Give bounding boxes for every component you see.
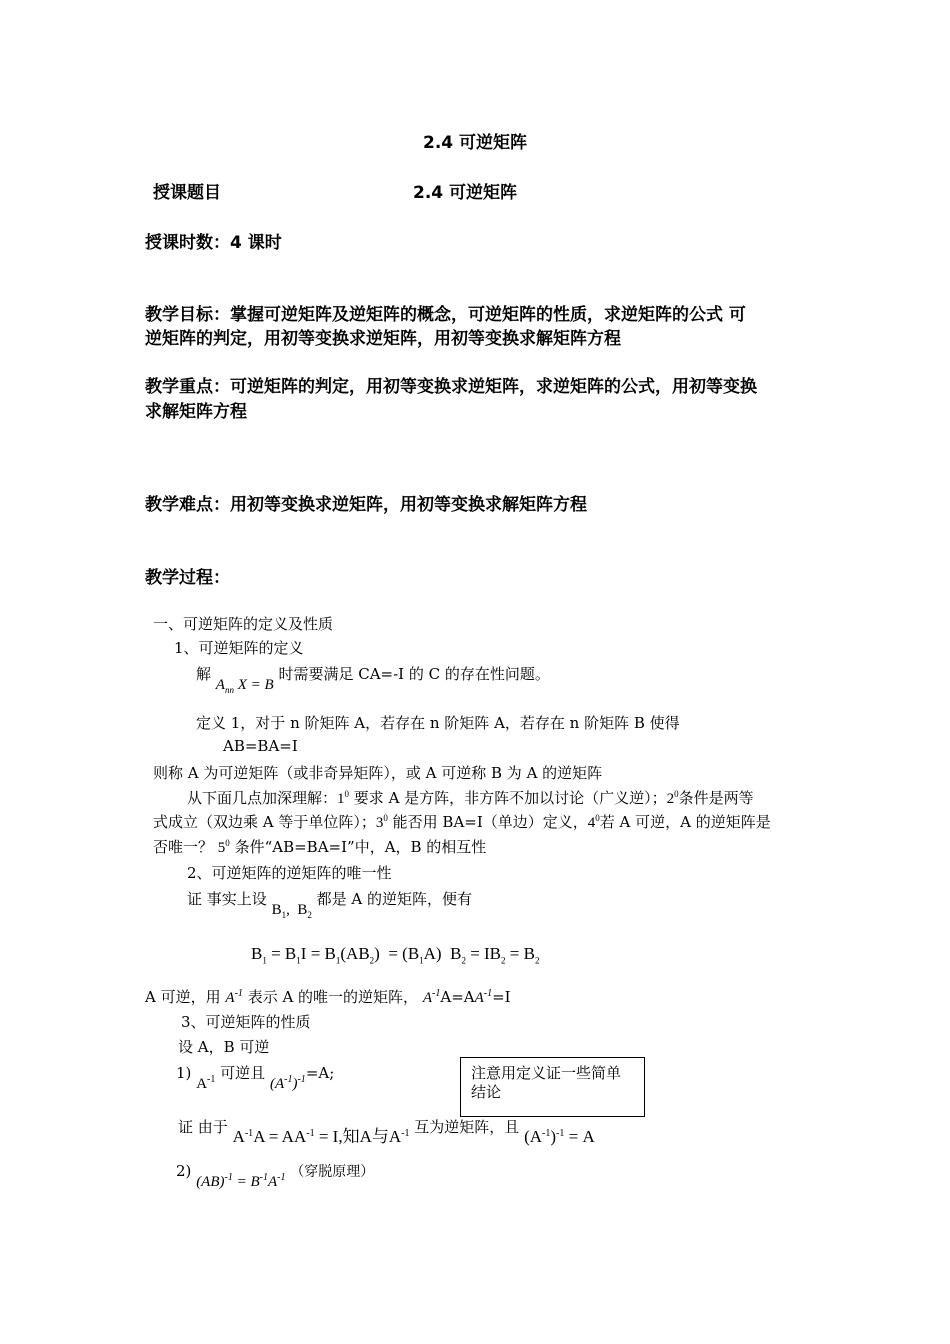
b1-b2: $B_1$, $B_2$ [271, 902, 312, 920]
difficulty-line: 教学难点：用初等变换求逆矩阵，用初等变换求解矩阵方程 [145, 495, 587, 515]
proof-prefix: 证 事实上设 [187, 890, 267, 908]
point-2: 条件是两等 [678, 789, 754, 807]
proof-2-prefix: 证 由于 [178, 1118, 228, 1136]
key-points-line-2: 求解矩阵方程 [145, 402, 247, 422]
point-5: 条件“AB=BA=I”中，A，B 的相互性 [234, 838, 487, 856]
goal-line-1: 教学目标：掌握可逆矩阵及逆矩阵的概念，可逆矩阵的性质，求逆矩阵的公式 可 [145, 305, 746, 325]
unique-b: 表示 A 的唯一的逆矩阵， [247, 988, 419, 1006]
proof-2-mid: 互为逆矩阵，且 [414, 1118, 520, 1136]
property-2-number: 2) [176, 1162, 192, 1180]
point-4: 若 A 可逆，A 的逆矩阵是 [599, 813, 771, 831]
property-1-text: 可逆且 [220, 1064, 266, 1082]
assume-line: 设 A，B 可逆 [178, 1038, 270, 1056]
a-inverse-symbol-2: $A^{-1}$ [422, 988, 441, 1006]
property-2 [176, 1161, 375, 1190]
proof-line [187, 888, 472, 920]
unique-c: A=A [440, 988, 475, 1006]
process-heading: 教学过程： [145, 568, 230, 588]
subsection-1-heading: 1、可逆矩阵的定义 [174, 639, 304, 657]
goal-line-2: 逆矩阵的判定，用初等变换求逆矩阵，用初等变换求解矩阵方程 [145, 329, 621, 349]
a-inverse-term: $A^{-1}$ [196, 1074, 216, 1092]
note-box: 注意用定义证一些简单结论 [460, 1057, 645, 1117]
solve-suffix: 时需要满足 CA=-I 的 C 的存在性问题。 [278, 665, 550, 683]
point-4-cont: 否唯一？ [153, 838, 214, 856]
unique-inverse-line [145, 986, 511, 1007]
a-inverse-symbol-3: $A^{-1}$ [474, 988, 493, 1006]
definition-1-result: 则称 A 为可逆矩阵（或非奇异矩阵），或 A 可逆称 B 为 A 的逆矩阵 [153, 764, 603, 782]
ab-equals-ba-equals-i: AB=BA=I [223, 737, 298, 755]
property-1 [176, 1062, 335, 1092]
property-1-eq: =A; [305, 1064, 335, 1082]
proof-2-result: $(A^{-1})^{-1} = A$ [524, 1127, 595, 1146]
product-inverse-equation: $(AB)^{-1} = B^{-1}A^{-1}$ [196, 1172, 286, 1190]
proof-2-equation: $A^{-1}A = AA^{-1} = I$,知A与$A^{-1}$ [232, 1127, 410, 1146]
point-3: 能否用 BA=I（单边）定义， [392, 813, 588, 831]
equation-anx-b: $A_{nn}$ X = B [215, 677, 274, 695]
solve-prefix: 解 [196, 665, 212, 683]
deepen-line-1: 从下面几点加深理解：$1^0$ 要求 A 是方阵，非方阵不加以讨论（广义逆）；$2^0$条件是两等 [187, 789, 754, 807]
course-topic-label: 授课题目 [153, 183, 221, 203]
property-1-number: 1) [176, 1064, 192, 1082]
subsection-2-heading: 2、可逆矩阵的逆矩阵的唯一性 [187, 864, 392, 882]
proof-suffix: 都是 A 的逆矩阵，便有 [316, 890, 472, 908]
deepen-line-3: 否唯一？ $5^0$ 条件“AB=BA=I”中，A，B 的相互性 [153, 838, 487, 856]
doc-title: 2.4 可逆矩阵 [423, 133, 528, 153]
solve-line [196, 663, 550, 695]
course-topic-value: 2.4 可逆矩阵 [413, 183, 518, 203]
uniqueness-equation: $B_1 = B_1I = B_1(AB_2) = (B_1A) B_2 = IB_2 = B_2$ [251, 944, 540, 966]
unique-a: A 可逆，用 [145, 988, 221, 1006]
hours-line: 授课时数：4 课时 [145, 233, 282, 253]
deepen-line-2: 式成立（双边乘 A 等于单位阵）；$3^0$ 能否用 BA=I（单边）定义，$4^0$若 A 可逆，A 的逆矩阵是 [153, 813, 771, 831]
section-1-heading: 一、可逆矩阵的定义及性质 [153, 615, 334, 633]
key-points-line-1: 教学重点：可逆矩阵的判定，用初等变换求逆矩阵，求逆矩阵的公式，用初等变换 [145, 377, 757, 397]
property-2-note: （穿脱原理） [290, 1164, 375, 1180]
point-1: 要求 A 是方阵，非方阵不加以讨论（广义逆）； [353, 789, 667, 807]
subsection-3-heading: 3、可逆矩阵的性质 [181, 1013, 311, 1031]
definition-1: 定义 1，对于 n 阶矩阵 A，若存在 n 阶矩阵 A，若存在 n 阶矩阵 B 使得 [196, 714, 680, 732]
deepen-intro: 从下面几点加深理解： [187, 789, 338, 807]
a-inverse-symbol: $A^{-1}$ [225, 988, 243, 1006]
unique-d: =I [492, 988, 511, 1006]
point-2-cont: 式成立（双边乘 A 等于单位阵）； [153, 813, 376, 831]
double-inverse: $(A^{-1})^{-1}$ [269, 1074, 306, 1092]
